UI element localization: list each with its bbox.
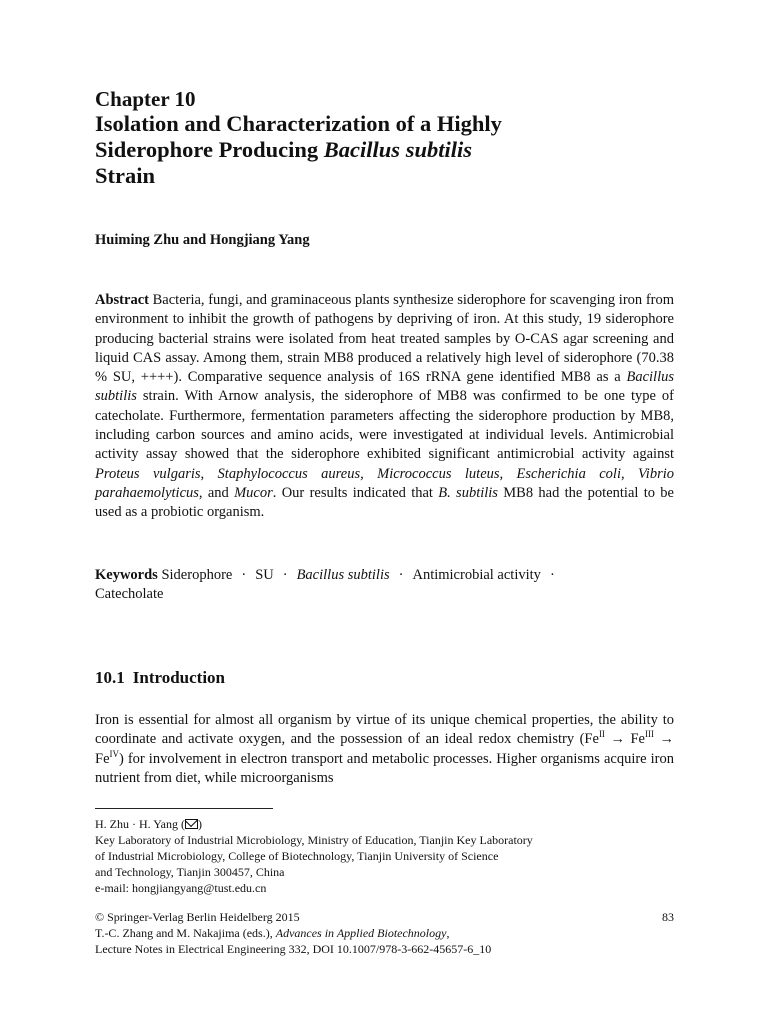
abstract-text: Bacteria, fungi, and graminaceous plants synthesize siderophore for scavenging iron from environment to inhibit the growth of pathogens by depriving of iron. At this study, 19 siderophore producing bacterial strains were isolated from heat treated samples by O-CAS agar screening and liquid CAS assay. Among them, strain MB8 produced a relatively high level of siderophore (70.38 % SU, ++++). Comparative sequence analysis of 16S rRNA gene identified MB8 as a — [95, 292, 674, 386]
keyword: SU — [255, 567, 274, 583]
keyword-separator: · — [282, 567, 288, 583]
page-number: 83 — [662, 910, 674, 924]
keywords — [95, 566, 674, 605]
affiliation-line: of Industrial Microbiology, College of Biotechnology, Tianjin University of Science — [95, 849, 499, 863]
keywords-label: Keywords — [95, 567, 158, 583]
footnote-authors: H. Zhu · H. Yang ( — [95, 817, 185, 831]
section-number: 10.1 — [95, 668, 125, 687]
intro-text: → Fe — [95, 731, 675, 767]
copyright-block — [95, 909, 675, 957]
intro-text: Iron is essential for almost all organism by virtue of its unique chemical properties, the ability to coordinate and activate oxygen, and the possession of an ideal redox chemistry (Fe — [95, 712, 674, 748]
chapter-number: Chapter 10 — [95, 87, 196, 111]
abstract-species: B. subtilis — [438, 484, 498, 501]
abstract-species: Proteus vulgaris, Staphylococcus aureus, Micrococcus luteus, Escherichia coli, Vibrio parahaemolyticus — [95, 465, 674, 501]
title-line-3: Strain — [95, 163, 156, 188]
abstract-species: Bacillus subtilis — [95, 369, 674, 405]
abstract-text: . Our results indicated that — [272, 484, 439, 501]
abstract-text: MB8 had the potential to be used as a probiotic organism. — [95, 484, 674, 521]
affiliation-line: and Technology, Tianjin 300457, China — [95, 865, 285, 879]
editors: T.-C. Zhang and M. Nakajima (eds.), — [95, 926, 276, 940]
intro-text: → Fe — [604, 731, 645, 748]
abstract-text: , and — [198, 484, 235, 501]
envelope-icon — [185, 819, 198, 829]
abstract-text: strain. With Arnow analysis, the siderophore of MB8 was confirmed to be one type of catecholate. Furthermore, fermentation parameters affecting the siderophore production by MB8, including carbon sources and amino acids, were investigated at individual levels. Antimicrobial activity assay showed that the siderophore exhibited significant antimicrobial activity against — [95, 388, 674, 463]
keyword: Catecholate — [95, 586, 164, 603]
section-title: Introduction — [132, 668, 226, 687]
copyright-line: © Springer-Verlag Berlin Heidelberg 2015 — [95, 910, 300, 924]
keyword-separator: · — [549, 567, 555, 583]
keyword: Bacillus subtilis — [296, 567, 390, 583]
keyword: Antimicrobial activity — [412, 567, 541, 583]
affiliation-line: Key Laboratory of Industrial Microbiology, Ministry of Education, Tianjin Key Laboratory — [95, 833, 533, 847]
footnote-rule — [95, 808, 273, 809]
chapter-header — [95, 88, 675, 189]
oxidation-state: II — [598, 729, 605, 740]
footnote-authors: ) — [198, 817, 202, 831]
authors: Huiming Zhu and Hongjiang Yang — [95, 232, 310, 248]
abstract — [95, 291, 674, 523]
intro-text: ) for involvement in electron transport and metabolic processes. Higher organisms acquire iron nutrient from diet, while microorganisms — [95, 750, 674, 786]
keyword: Siderophore — [161, 567, 233, 583]
affiliation-footnote — [95, 816, 675, 896]
title-species: Bacillus subtilis — [323, 137, 472, 162]
email-line: e-mail: hongjiangyang@tust.edu.cn — [95, 881, 267, 895]
oxidation-state: III — [644, 729, 654, 740]
editors: , — [446, 926, 450, 940]
oxidation-state: IV — [109, 748, 119, 759]
doi-line: Lecture Notes in Electrical Engineering 332, DOI 10.1007/978-3-662-45657-6_10 — [95, 942, 492, 956]
title-line-2: Siderophore Producing — [95, 137, 324, 162]
section-heading — [95, 668, 225, 688]
book-title: Advances in Applied Biotechnology — [275, 926, 447, 940]
abstract-label: Abstract — [95, 292, 149, 308]
title-line-1: Isolation and Characterization of a Highly — [95, 111, 502, 136]
chapter-title — [95, 111, 675, 189]
abstract-species: Mucor — [234, 484, 273, 501]
keyword-separator: · — [241, 567, 247, 583]
keyword-separator: · — [398, 567, 404, 583]
intro-paragraph — [95, 711, 674, 788]
